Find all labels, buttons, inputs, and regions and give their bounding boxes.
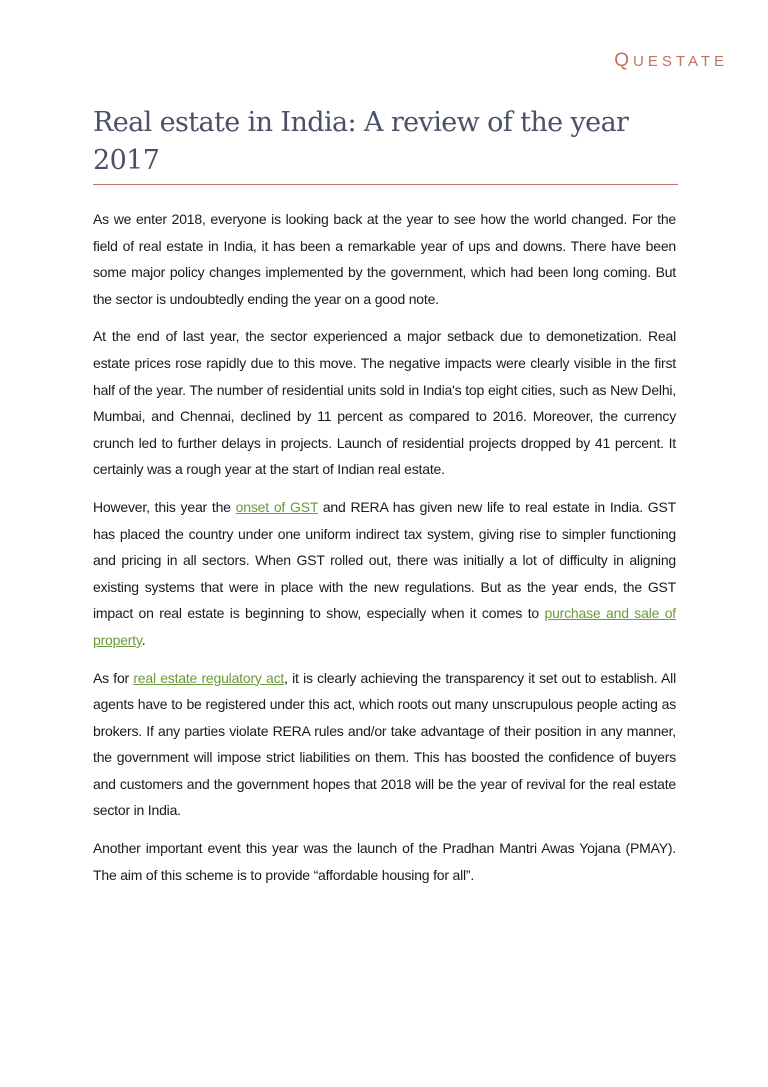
paragraph: As we enter 2018, everyone is looking back at the year to see how the world changed. For the field of real estate in India, it has been a remarkable year of ups and downs. There have been some major policy changes implemented by the government, which had been long coming. But the sector is undoubtedly ending the year on a good note.	[93, 211, 676, 307]
text: and RERA has given new life to real estate in India. GST has placed the country under one uniform indirect tax system, giving rise to simpler functioning and pricing in all sectors. When GST rolled out, there was initially a lot of difficulty in aligning existing systems that were in place with the new regulations. But as the year ends, the GST impact on real estate is beginning to show, especially when it comes to	[93, 498, 676, 622]
paragraph	[93, 494, 676, 654]
paragraph	[93, 665, 676, 825]
paragraph: At the end of last year, the sector experienced a major setback due to demonetization. Real estate prices rose rapidly due to this move. The negative impacts were clearly visible in the first half of the year. The number of residential units sold in India's top eight cities, such as New Delhi, Mumbai, and Chennai, declined by 11 percent as compared to 2016. Moreover, the currency crunch led to further delays in projects. Launch of residential projects dropped by 41 percent. It certainly was a rough year at the start of Indian real estate.	[93, 328, 676, 478]
onset-of-gst-link[interactable]: onset of GST	[235, 498, 318, 515]
brand-initial: Q	[614, 50, 634, 71]
real-estate-regulatory-act-link[interactable]: real estate regulatory act	[133, 669, 285, 686]
text: However, this year the	[93, 498, 236, 515]
text: .	[141, 631, 146, 648]
purchase-sale-property-link[interactable]: purchase and sale of property	[93, 605, 676, 648]
article-body	[93, 206, 676, 899]
title-divider	[93, 184, 678, 185]
text: , it is clearly achieving the transparency it set out to establish. All agents have to be registered under this act, which roots out many unscrupulous people acting as brokers. If any parties violate RERA rules and/or take advantage of their position in any manner, the government will impose strict liabilities on them. This has boosted the confidence of buyers and customers and the government hopes that 2018 will be the year of revival for the real estate sector in India.	[93, 669, 676, 819]
brand-logo	[614, 50, 728, 72]
text: As for	[93, 669, 134, 686]
paragraph: Another important event this year was the launch of the Pradhan Mantri Awas Yojana (PMAY). The aim of this scheme is to provide “affordable housing for all”.	[93, 840, 676, 883]
brand-rest: UESTATE	[633, 53, 728, 70]
page-title: Real estate in India: A review of the year 2017	[93, 107, 629, 176]
